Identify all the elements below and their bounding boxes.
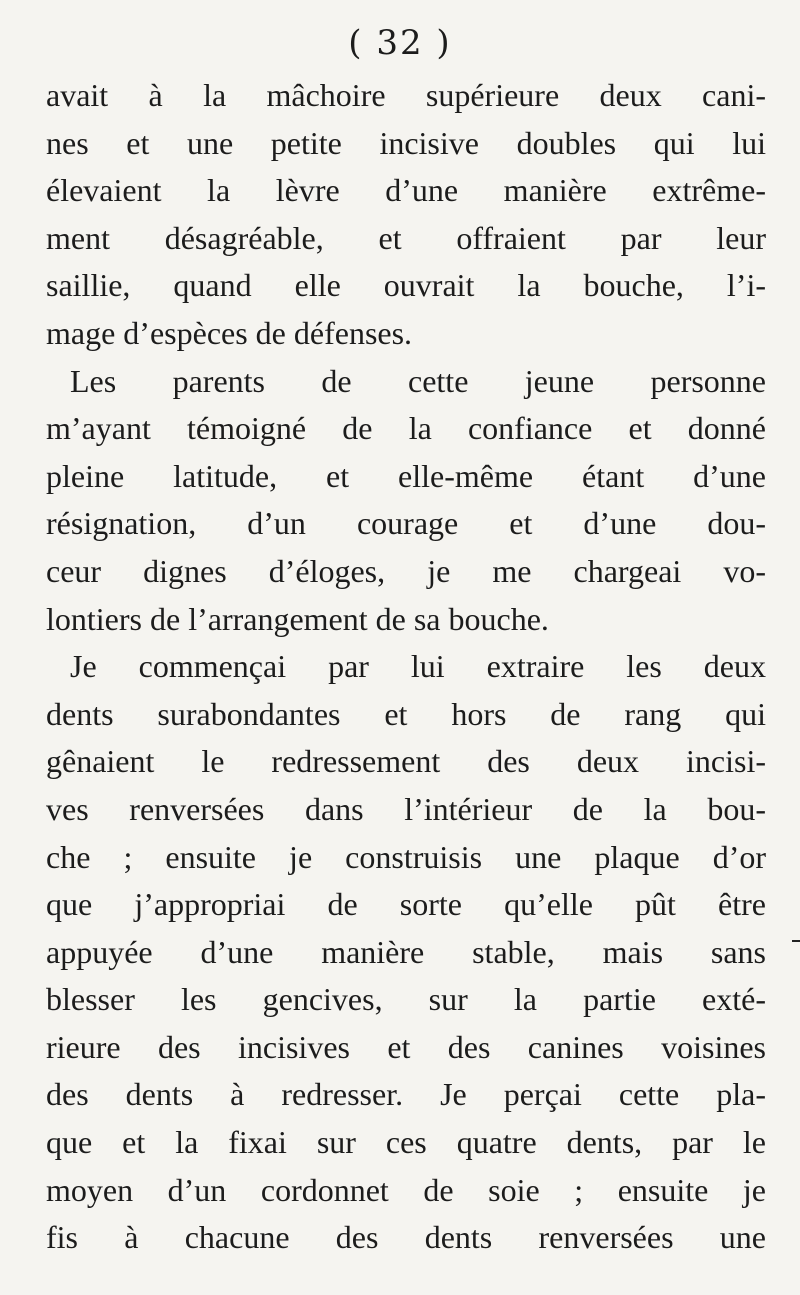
text-line: que j’appropriai de sorte qu’elle pût être xyxy=(46,886,766,923)
text-line: Je commençai par lui extraire les deux xyxy=(70,648,766,685)
text-line: moyen d’un cordonnet de soie ; ensuite je xyxy=(46,1171,766,1208)
text-line: fis à chacune des dents renversées une xyxy=(46,1219,766,1256)
text-line: che ; ensuite je construisis une plaque d’or xyxy=(46,838,766,875)
page-number: ( 32 ) xyxy=(348,23,452,63)
text-line: avait à la mâchoire supérieure deux cani- xyxy=(46,77,766,113)
text-line: nes et une petite incisive doubles qui lui xyxy=(46,124,766,161)
text-line: résignation, d’un courage et d’une dou- xyxy=(46,505,766,542)
margin-mark xyxy=(792,940,800,942)
text-line: ment désagréable, et offraient par leur xyxy=(46,219,766,256)
text-line: ceur dignes d’éloges, je me chargeai vo- xyxy=(46,552,766,589)
text-line: saillie, quand elle ouvrait la bouche, l’i- xyxy=(46,267,766,304)
text-line: rieure des incisives et des canines voisines xyxy=(46,1028,766,1065)
text-line: mage d’espèces de défenses. xyxy=(46,314,413,351)
text-line: m’ayant témoigné de la confiance et donné xyxy=(46,410,766,447)
text-line: gênaient le redressement des deux incisi- xyxy=(46,743,766,780)
text-line: pleine latitude, et elle-même étant d’une xyxy=(46,457,766,494)
text-line: ves renversées dans l’intérieur de la bou- xyxy=(46,790,766,827)
text-line: Les parents de cette jeune personne xyxy=(70,362,766,399)
text-line: que et la fixai sur ces quatre dents, par le xyxy=(46,1124,766,1161)
body-text xyxy=(46,72,766,1262)
text-line: dents surabondantes et hors de rang qui xyxy=(46,695,766,732)
text-line: lontiers de l’arrangement de sa bouche. xyxy=(46,600,549,637)
text-line: appuyée d’une manière stable, mais sans xyxy=(46,933,766,970)
text-line: des dents à redresser. Je perçai cette pla- xyxy=(46,1076,766,1113)
text-line: blesser les gencives, sur la partie exté- xyxy=(46,981,766,1018)
text-line: élevaient la lèvre d’une manière extrême- xyxy=(46,172,766,209)
